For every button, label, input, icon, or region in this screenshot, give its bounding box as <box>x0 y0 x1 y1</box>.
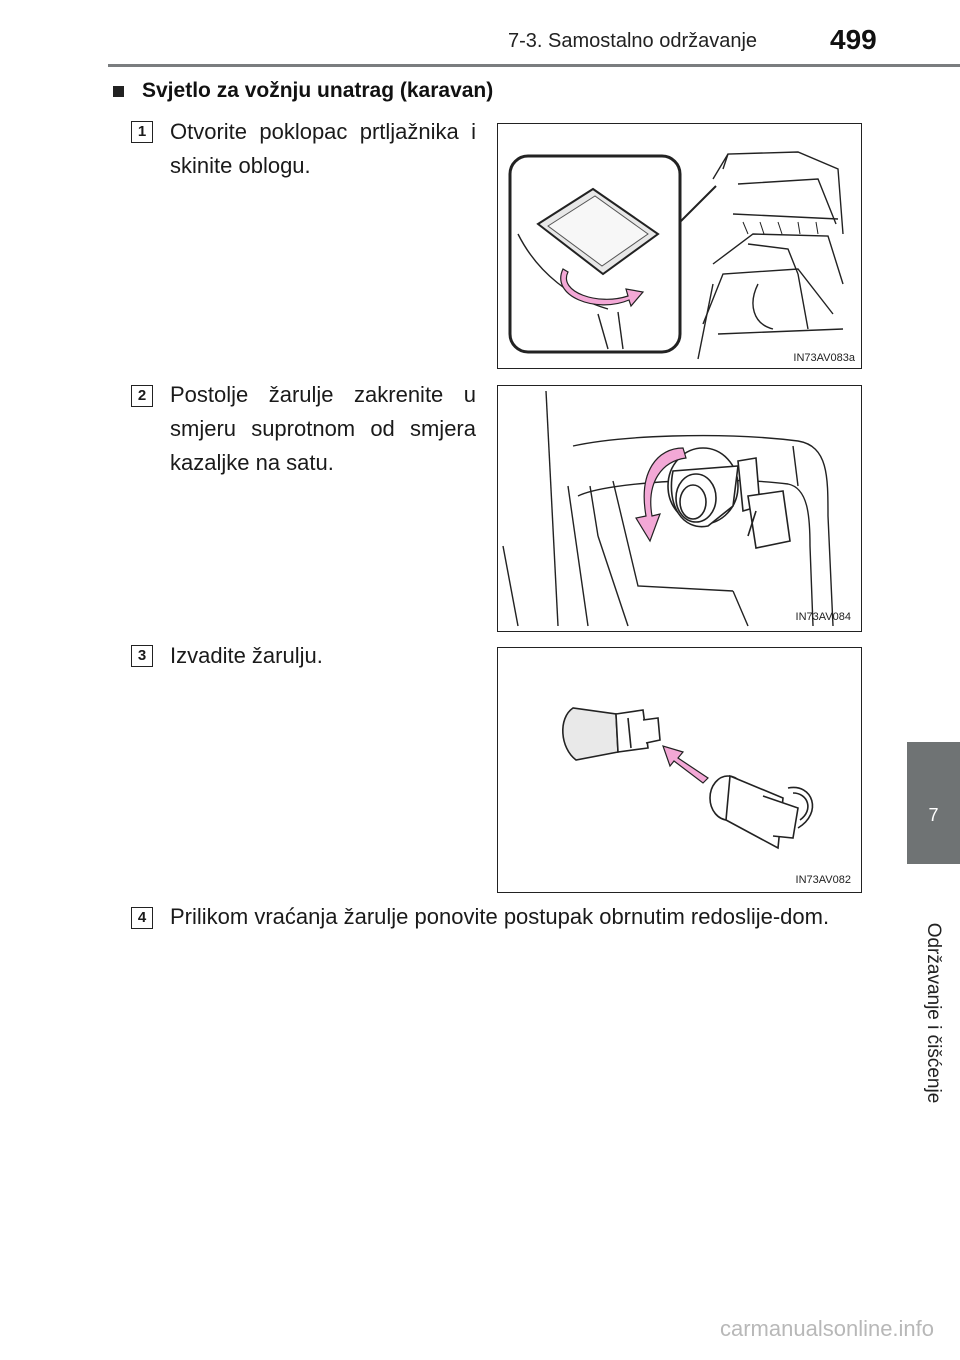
step-number-badge: 1 <box>131 121 153 143</box>
step-number-badge: 2 <box>131 385 153 407</box>
page-number: 499 <box>830 24 877 55</box>
step-text: Otvorite poklopac prtljažnika i skinite oblogu. <box>170 119 476 178</box>
step-number-badge: 3 <box>131 645 153 667</box>
header-divider <box>108 64 960 67</box>
chapter-tab-number: 7 <box>928 805 939 825</box>
step-text: Postolje žarulje zakrenite u smjeru suprotnom od smjera kazaljke na satu. <box>170 382 476 475</box>
step-text: Prilikom vraćanja žarulje ponovite postupak obrnutim redoslije-dom. <box>170 904 830 929</box>
insert-arrow-icon <box>663 746 708 783</box>
step-number-badge: 4 <box>131 907 153 929</box>
tailgate-illustration <box>498 124 860 367</box>
figure-open-tailgate <box>497 123 862 369</box>
section-heading-text: Svjetlo za vožnju unatrag (karavan) <box>142 79 494 102</box>
figure-code: IN73AV082 <box>795 874 851 886</box>
section-heading <box>113 79 493 103</box>
watermark: carmanualsonline.info <box>720 1316 935 1341</box>
step-text: Izvadite žarulju. <box>170 643 323 668</box>
chapter-title: 7-3. Samostalno održavanje <box>508 30 758 52</box>
square-bullet-icon <box>113 86 124 97</box>
figure-turn-socket <box>497 385 862 632</box>
figure-code: IN73AV083a <box>793 352 855 364</box>
bulb-illustration <box>498 648 860 891</box>
figure-remove-bulb <box>497 647 862 893</box>
chapter-tab <box>907 742 960 864</box>
figure-code: IN73AV084 <box>795 611 851 623</box>
socket-illustration <box>498 386 860 630</box>
chapter-side-label: Održavanje i čišćenje <box>923 922 944 1104</box>
